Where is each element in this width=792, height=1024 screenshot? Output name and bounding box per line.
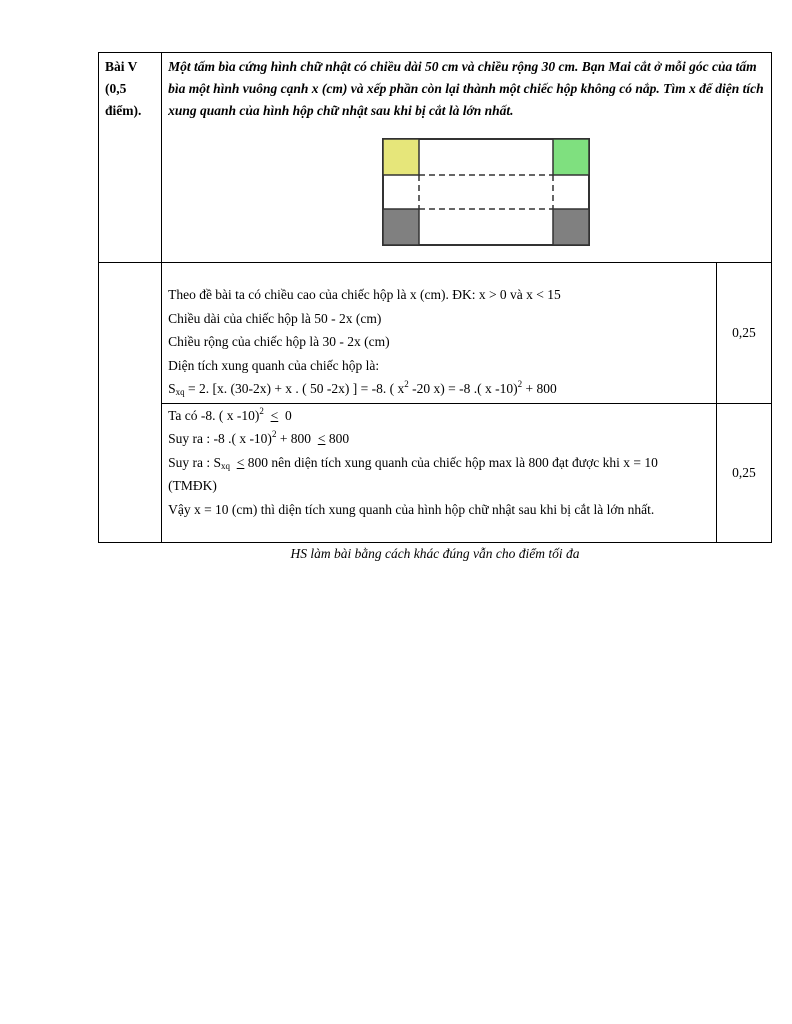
corner-square-top-right — [553, 139, 589, 175]
ineq-symbol: < — [270, 407, 279, 423]
corner-square-bottom-left — [383, 209, 419, 245]
deduce2-symbol: < — [236, 454, 245, 470]
formula-part-b: = 2. [x. (30-2x) + x . ( 50 -2x) ] = -8. ( x — [184, 381, 405, 396]
ineq-space — [264, 408, 271, 423]
problem-number: Bài V — [105, 59, 138, 74]
problem-row — [99, 53, 772, 263]
cardboard-diagram — [382, 138, 592, 248]
deduce1-part-c: 800 — [325, 431, 350, 446]
deduce2-sub-xq: xq — [220, 460, 230, 471]
solution-row-1 — [99, 263, 772, 404]
solution-line-length: Chiều dài của chiếc hộp là 50 - 2x (cm) — [168, 310, 382, 326]
deduce2-part-a: Suy ra : S — [168, 454, 221, 470]
solution-line-area-formula — [168, 377, 710, 401]
formula-sup-2: 2 — [517, 379, 523, 389]
formula-part-d: + 800 — [522, 381, 557, 396]
problem-statement-cell — [162, 53, 772, 263]
deduce2-space — [230, 455, 237, 470]
deduce1-sup: 2 — [271, 429, 277, 439]
ineq-part-a: Ta có -8. ( x -10) — [168, 407, 260, 423]
deduce1-part-b: + 800 — [276, 431, 318, 446]
problem-statement: Một tấm bìa cứng hình chữ nhật có chiều dài 50 cm và chiều rộng 30 cm. Bạn Mai cắt ở mỗi góc của tấm bìa một hình vuông cạnh x (cm) và xếp phần còn lại thành một chiếc hộp không có nắp. Tìm x để diện tích xung quanh của hình hộp chữ nhật sau khi bị cắt là lớn nhất. — [168, 59, 764, 118]
solution-line-deduce-1 — [168, 427, 710, 451]
ineq-sup: 2 — [259, 405, 264, 416]
solution-label-cell — [99, 263, 162, 543]
corner-square-top-left — [383, 139, 419, 175]
score-cell-2: 0,25 — [716, 403, 771, 542]
solution-line-area-title: Diện tích xung quanh của chiếc hộp là: — [168, 357, 380, 373]
formula-sup-1: 2 — [404, 379, 409, 389]
problem-points-open: (0,5 — [105, 81, 127, 96]
solution-line-height: Theo đề bài ta có chiều cao của chiếc hộp là x (cm). ĐK: x > 0 và x < 15 — [168, 287, 561, 302]
formula-s: S — [168, 381, 176, 396]
grading-note: HS làm bài bằng cách khác đúng vẫn cho điểm tối đa — [290, 546, 580, 561]
formula-part-c: -20 x) = -8 .( x -10) — [408, 381, 518, 396]
solution-line-width: Chiều rộng của chiếc hộp là 30 - 2x (cm) — [168, 334, 390, 349]
solution-part1-cell — [162, 263, 717, 404]
problem-label-cell — [99, 53, 162, 263]
solution-part2-cell — [162, 403, 717, 542]
deduce1-symbol: < — [317, 431, 326, 446]
solution-line-deduce-2 — [168, 451, 710, 498]
solution-line-inequality — [168, 404, 710, 428]
deduce2-part-c: 800 nên diện tích xung quanh của chiếc hộp max là 800 đạt được khi x = 10 (TMĐK) — [168, 454, 658, 493]
deduce1-part-a: Suy ra : -8 .( x -10) — [168, 431, 272, 446]
formula-sub-xq: xq — [175, 387, 185, 397]
ineq-part-c: 0 — [278, 407, 292, 423]
score-cell-1: 0,25 — [716, 263, 771, 404]
solution-line-conclusion: Vậy x = 10 (cm) thì diện tích xung quanh của hình hộp chữ nhật sau khi bị cắt là lớn nhất. — [168, 501, 655, 517]
problem-points-unit: điểm). — [105, 103, 142, 118]
answer-table — [98, 52, 772, 543]
corner-square-bottom-right — [553, 209, 589, 245]
solution-row-2 — [99, 403, 772, 542]
